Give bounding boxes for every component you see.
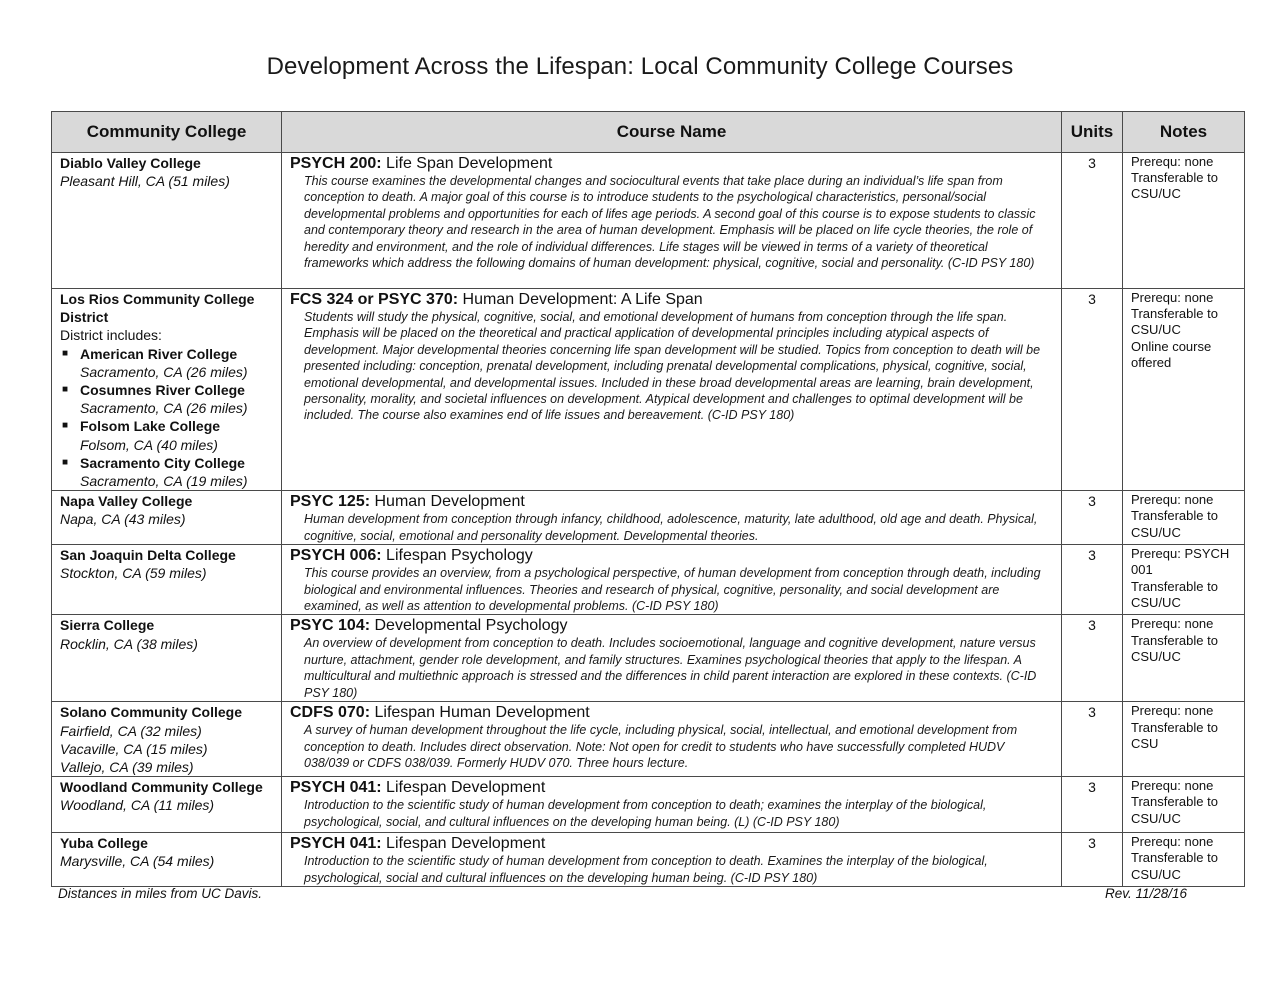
college-name: Los Rios Community College District	[60, 291, 255, 326]
course-description: Students will study the physical, cognitive, social, and emotional development of humans from conception through the life span. Emphasis will be placed on the theoretical and practical application of developmental principles including atypical aspects of development. Major developmental theories concerning life span development will be studied. Topics from conception to death will be presented including: conception, prenatal development, including prenatal developmental complications, physical, cognitive, social, emotional developmental, and developmental issues. Included in these broad developmental areas are learning, brain development, personality, morality, and societal influences on development. Atypical development and challenges to optimal development will be included. The course also examines end of life issues and bereavement. (C-ID PSY 180)	[304, 310, 1041, 423]
table-row	[52, 153, 1245, 289]
notes-cell	[1123, 491, 1245, 545]
courses-table	[51, 111, 1245, 887]
course-description: Human development from conception through infancy, childhood, adolescence, maturity, late adulthood, old age and death. Physical, cognitive, social, emotional and personality development. Developmental theories.	[304, 512, 1038, 543]
header-notes: Notes	[1123, 112, 1245, 153]
sub-college-name: Cosumnes River College	[80, 382, 245, 399]
header-community-college: Community College	[52, 112, 282, 153]
course-cell	[282, 777, 1062, 833]
sub-college-name: American River College	[80, 345, 238, 362]
notes-cell	[1123, 777, 1245, 833]
note-line: Transferable to CSU	[1131, 719, 1218, 751]
sub-college-list	[60, 345, 274, 491]
course-code: PSYC 125:	[290, 493, 371, 511]
notes-cell	[1123, 833, 1245, 887]
course-description: This course provides an overview, from a psychological perspective, of human development from conception through death, including biological and environmental influences. Theories and research of physical, cognitive, personality, and social development are examined, as well as attention to developmental problems. (C-ID PSY 180)	[304, 566, 1041, 614]
table-header-row	[52, 112, 1245, 153]
course-title: Developmental Psychology	[374, 617, 568, 635]
course-code: PSYCH 041:	[290, 835, 382, 853]
course-cell	[282, 615, 1062, 702]
bullet-icon: ■	[62, 384, 69, 396]
notes-cell	[1123, 289, 1245, 491]
course-title: Human Development	[374, 493, 525, 511]
college-name: Woodland Community College	[60, 779, 263, 796]
college-cell	[52, 702, 282, 777]
college-name: Diablo Valley College	[60, 155, 201, 171]
header-course-name: Course Name	[282, 112, 1062, 153]
college-location: Woodland, CA (11 miles)	[60, 797, 215, 814]
units-cell: 3	[1062, 777, 1123, 833]
course-code: PSYC 104:	[290, 617, 371, 635]
college-cell	[52, 545, 282, 615]
sub-college-name: Folsom Lake College	[80, 418, 221, 435]
course-code: PSYCH 041:	[290, 779, 382, 797]
footer-distance-note: Distances in miles from UC Davis.	[58, 886, 263, 901]
note-line: Prerequ: PSYCH 001	[1131, 546, 1230, 578]
sub-college-location: Sacramento, CA (26 miles)	[80, 400, 248, 417]
college-name: Solano Community College	[60, 704, 243, 721]
table-row	[52, 702, 1245, 777]
course-code: CDFS 070:	[290, 704, 371, 722]
course-cell	[282, 491, 1062, 545]
sub-college-name: Sacramento City College	[80, 454, 245, 471]
course-title: Human Development: A Life Span	[462, 291, 703, 308]
table-row	[52, 289, 1245, 491]
course-description: An overview of development from conception to death. Includes socioemotional, language and cognitive development, nature versus nurture, attachment, gender role development, and family structures. Examines psychological theories that apply to the lifespan. A multicultural and multiethnic approach is stressed and the differences in child parent interaction are explored in these contexts. (C-ID PSY 180)	[304, 636, 1037, 700]
college-location: Napa, CA (43 miles)	[60, 511, 186, 528]
table-row	[52, 777, 1245, 833]
course-cell	[282, 289, 1062, 491]
note-line: Online course offered	[1131, 338, 1212, 370]
college-cell	[52, 491, 282, 545]
course-cell	[282, 702, 1062, 777]
course-cell	[282, 153, 1062, 289]
sub-college-location: Folsom, CA (40 miles)	[80, 436, 218, 453]
note-line: Transferable to CSU/UC	[1131, 794, 1218, 826]
sub-college-location: Sacramento, CA (19 miles)	[80, 473, 248, 490]
notes-cell	[1123, 153, 1245, 289]
note-line: Transferable to CSU/UC	[1131, 508, 1218, 540]
note-line: Transferable to CSU/UC	[1131, 306, 1218, 338]
footer-revision: Rev. 11/28/16	[1105, 886, 1188, 901]
notes-cell	[1123, 615, 1245, 702]
bullet-icon: ■	[62, 347, 69, 359]
units-cell: 3	[1062, 545, 1123, 615]
college-location: Vallejo, CA (39 miles)	[60, 759, 194, 776]
college-cell	[52, 153, 282, 289]
course-description: Introduction to the scientific study of human development from conception to death; examines the interplay of the biological, psychological, social, and cultural influences on the developing human being. (L) (C-ID PSY 180)	[304, 798, 987, 829]
table-row	[52, 491, 1245, 545]
college-location: Fairfield, CA (32 miles)	[60, 722, 202, 739]
note-line: Prerequ: none	[1131, 703, 1214, 719]
course-cell	[282, 833, 1062, 887]
units-cell: 3	[1062, 491, 1123, 545]
course-title: Lifespan Human Development	[374, 704, 590, 722]
course-title: Lifespan Psychology	[386, 547, 533, 565]
note-line: Transferable to CSU/UC	[1131, 578, 1218, 610]
units-cell: 3	[1062, 153, 1123, 289]
units-cell: 3	[1062, 615, 1123, 702]
college-name: Napa Valley College	[60, 493, 193, 510]
college-location: Pleasant Hill, CA (51 miles)	[60, 173, 230, 190]
course-title: Lifespan Development	[386, 835, 546, 853]
note-line: Transferable to CSU/UC	[1131, 170, 1218, 202]
sub-college-item	[60, 417, 274, 453]
course-code: FCS 324 or PSYC 370:	[290, 291, 459, 308]
college-cell	[52, 289, 282, 491]
course-description: This course examines the developmental changes and sociocultural events that take place during an individual’s life span from conception to death. A major goal of this course is to introduce students to the psychological characteristics, personal/social developmental problems and opportunities for each of lifes age periods. A second goal of this course is to expose students to classic and contemporary theory and research in the area of human development. Emphasis will be placed on life cycle theories, the role of heredity and environment, and the role of individual differences. Life stages will be viewed in terms of a variety of theoretical frameworks which address the following domains of human development: physical, cognitive, social and personality. (C-ID PSY 180)	[304, 174, 1036, 271]
course-description: A survey of human development throughout the life cycle, including physical, social, intellectual, and emotional development from conception to death. Includes direct observation. Note: Not open for credit to students who have successfully completed HUDV 038/039 or CDFS 038/039. Formerly HUDV 070. Three hours lecture.	[304, 723, 1018, 771]
college-name: Yuba College	[60, 835, 148, 852]
note-line: Prerequ: none	[1131, 834, 1214, 850]
course-title: Life Span Development	[386, 155, 553, 172]
college-location: Stockton, CA (59 miles)	[60, 565, 207, 582]
note-line: Prerequ: none	[1131, 616, 1214, 632]
notes-cell	[1123, 702, 1245, 777]
sub-college-location: Sacramento, CA (26 miles)	[80, 363, 248, 380]
note-line: Transferable to CSU/UC	[1131, 632, 1218, 664]
college-name: Sierra College	[60, 617, 155, 634]
college-location: Vacaville, CA (15 miles)	[60, 740, 208, 757]
bullet-icon: ■	[62, 420, 69, 432]
page-title: Development Across the Lifespan: Local Community College Courses	[266, 53, 1014, 80]
college-cell	[52, 833, 282, 887]
table-row	[52, 833, 1245, 887]
notes-cell	[1123, 545, 1245, 615]
college-cell	[52, 615, 282, 702]
table-row	[52, 545, 1245, 615]
note-line: Transferable to CSU/UC	[1131, 850, 1218, 882]
sub-college-item	[60, 345, 274, 381]
college-name: San Joaquin Delta College	[60, 547, 236, 564]
bullet-icon: ■	[62, 456, 69, 468]
college-cell	[52, 777, 282, 833]
course-description: Introduction to the scientific study of human development from conception to death. Examines the interplay of the biological, psychological, social and cultural influences on the developing human being. (C-ID PSY 180)	[304, 854, 988, 885]
district-includes-label: District includes:	[60, 327, 162, 344]
course-code: PSYCH 200:	[290, 155, 382, 172]
table-row	[52, 615, 1245, 702]
note-line: Prerequ: none	[1131, 290, 1214, 305]
units-cell: 3	[1062, 289, 1123, 491]
college-location: Rocklin, CA (38 miles)	[60, 635, 198, 652]
note-line: Prerequ: none	[1131, 492, 1214, 508]
sub-college-item	[60, 454, 274, 490]
units-cell: 3	[1062, 702, 1123, 777]
note-line: Prerequ: none	[1131, 778, 1214, 794]
units-cell: 3	[1062, 833, 1123, 887]
college-location: Marysville, CA (54 miles)	[60, 853, 215, 870]
sub-college-item	[60, 381, 274, 417]
header-units: Units	[1062, 112, 1123, 153]
course-code: PSYCH 006:	[290, 547, 382, 565]
note-line: Prerequ: none	[1131, 154, 1214, 169]
course-title: Lifespan Development	[386, 779, 546, 797]
course-cell	[282, 545, 1062, 615]
